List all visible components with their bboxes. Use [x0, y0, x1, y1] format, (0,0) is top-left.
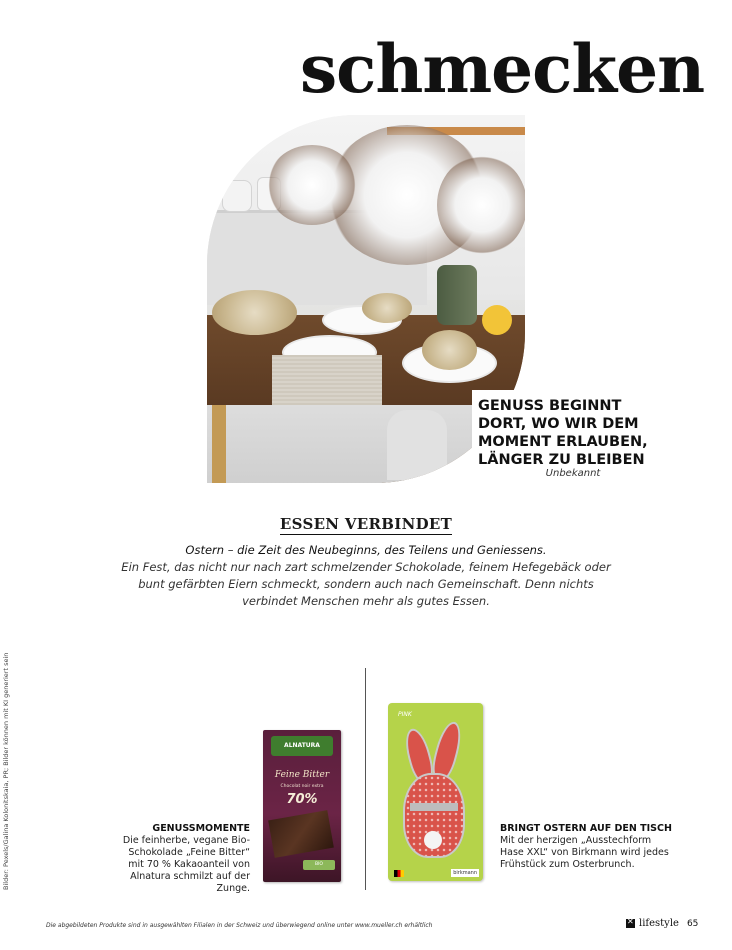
chocolate-pieces-graphic — [268, 810, 334, 858]
product-text: Mit der herzigen „Ausstechform Hase XXL“ von Birkmann wird jedes Frühstück zum Osterbrunch. — [500, 835, 669, 870]
product-text: Die feinherbe, vegane Bio-Schokolade „Feine Bitter“ mit 70 % Kakaoanteil von Alnatura schmilzt auf der Zunge. — [122, 835, 250, 894]
product-caption-chocolate — [120, 823, 250, 895]
intro-body: Ein Fest, das nicht nur nach zart schmelzender Schokolade, feinem Hefegebäck oder bunt gefärbten Eiern schmeckt, sondern auch nach Gemeinschaft. Denn nichts verbindet Menschen mehr als gutes Essen. — [121, 560, 611, 608]
footer-disclaimer: Die abgebildeten Produkte sind in ausgewählten Filialen in der Schweiz und überwiegend online unter www.mueller.ch erhältlich — [46, 922, 433, 929]
column-divider — [365, 668, 366, 890]
birkmann-logo: birkmann — [453, 870, 477, 876]
chocolate-pack-name: Feine Bitter — [274, 770, 330, 780]
german-flag-icon — [394, 870, 404, 877]
page-number: 65 — [686, 918, 699, 929]
cookie-cutter-product-image — [388, 703, 483, 881]
brand-name: lifestyle — [639, 918, 679, 929]
intro-text — [110, 542, 622, 610]
cutter-pack-tag: PINK — [398, 711, 412, 718]
quote-author: Unbekannt — [545, 468, 601, 479]
footer-brand — [626, 918, 698, 929]
product-caption-cutter — [500, 823, 675, 871]
product-heading: BRINGT OSTERN AUF DEN TISCH — [500, 823, 672, 834]
pull-quote: GENUSS BEGINNT DORT, WO WIR DEM MOMENT ERLAUBEN, LÄNGER ZU BLEIBEN — [478, 398, 648, 468]
page-title: schmecken — [300, 30, 705, 108]
image-credit: Bilder: Pexels/Galina Kolonitskaia, PR; Bilder können mit KI generiert sein — [2, 652, 10, 890]
section-heading-text: ESSEN VERBINDET — [279, 515, 453, 533]
bio-label: BIO — [303, 860, 335, 870]
chocolate-product-image — [263, 730, 341, 882]
intro-lead: Ostern – die Zeit des Neubeginns, des Teilens und Geniessens. — [185, 543, 547, 557]
chocolate-brand-label: ALNATURA — [271, 736, 333, 756]
bunny-band — [410, 803, 458, 811]
brand-logo-icon — [626, 919, 635, 928]
chocolate-pack-sub: Chocolat noir extra — [280, 784, 324, 789]
section-heading — [0, 515, 732, 533]
product-heading: GENUSSMOMENTE — [152, 823, 250, 834]
chocolate-pack-percent: 70% — [286, 792, 318, 807]
bunny-tail — [424, 831, 442, 849]
